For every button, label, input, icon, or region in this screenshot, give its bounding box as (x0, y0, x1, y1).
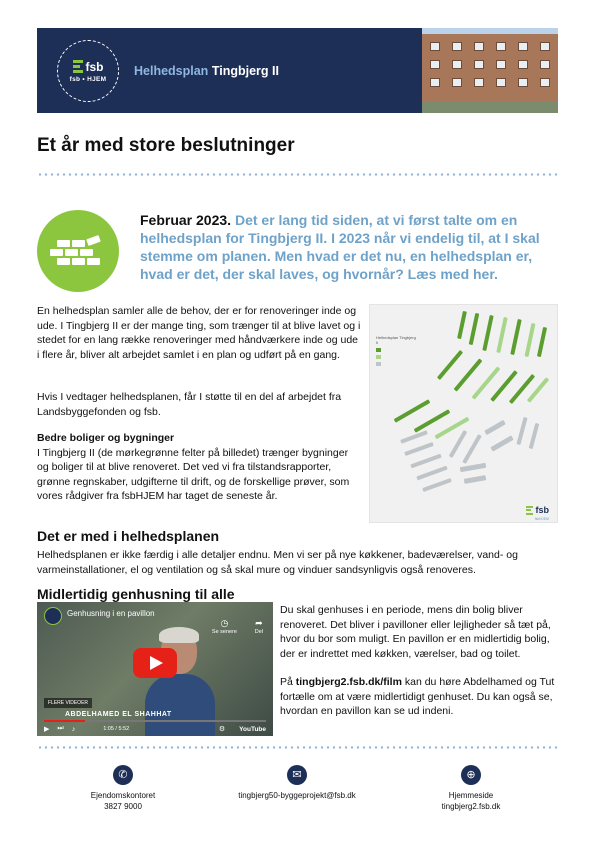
contact-office-label: Ejendomskontoret (90, 791, 156, 800)
dotted-divider-bottom (37, 746, 558, 749)
film-link[interactable]: tingbjerg2.fsb.dk/film (295, 676, 402, 688)
map-legend-title: Helhedsplan Tingbjerg II (376, 335, 416, 345)
ground-strip (422, 101, 558, 113)
video-time: 1:05 / 5:52 (103, 726, 130, 732)
sub-heading: Bedre boliger og bygninger (37, 432, 175, 444)
body-paragraph-2: Hvis I vedtager helhedsplanen, får I støtte til en del af arbejdet fra Landsbyggefonden og fsb. (37, 391, 342, 418)
header-title-part2: Tingbjerg II (211, 64, 279, 78)
intro-lead: Februar 2023. (140, 212, 232, 228)
share-button[interactable]: ➦ Del (254, 618, 263, 635)
next-icon[interactable]: ⏭ (57, 725, 64, 732)
video-player[interactable] (37, 602, 273, 736)
rehousing-paragraph-1: Du skal genhuses i en periode, mens din bolig bliver renoveret. Det bliver i pavilloner eller lejligheder så tæt på, hvor du bor som muligt. En pavillon er en midlertidig bolig, der er indrettet med køkken, værelser, bad og toilet. (280, 604, 551, 660)
intro-paragraph (140, 211, 560, 283)
contact-office (43, 765, 203, 812)
site-map (369, 304, 558, 523)
channel-avatar[interactable] (44, 607, 62, 625)
watch-later-button[interactable]: ◷ Se senere (211, 618, 237, 635)
section-heading-rehousing: Midlertidig genhusning til alle (37, 586, 235, 602)
map-logo-text: fsb (535, 505, 549, 515)
map-logo-bars-icon (526, 506, 533, 515)
contact-website-url[interactable]: tingbjerg2.fsb.dk (441, 801, 501, 811)
building-photo (422, 28, 558, 113)
fsb-logo (57, 40, 119, 102)
play-button[interactable] (133, 648, 177, 678)
video-progress-fill (44, 720, 85, 722)
contact-website-label: Hjemmeside (448, 791, 494, 800)
globe-icon: ⊕ (461, 765, 481, 785)
building-facade (422, 34, 558, 106)
video-controls (44, 724, 266, 734)
phone-icon: ✆ (113, 765, 133, 785)
bricks-icon (37, 210, 119, 292)
map-legend (376, 335, 418, 369)
header-title (134, 64, 279, 78)
rehousing-paragraph-2: På tingbjerg2.fsb.dk/film kan du høre Abdelhamed og Tut fortælle om at være midlertidigt genhuset. Du kan også se, hvordan en pavillon kan se ud indeni. (280, 676, 555, 717)
video-progress-bar[interactable] (44, 720, 266, 722)
video-title[interactable]: Genhusning i en pavillon (67, 609, 155, 618)
share-icon: ➦ (255, 618, 263, 628)
youtube-logo[interactable]: YouTube (239, 725, 266, 733)
body-subsection (37, 431, 362, 504)
body-paragraph-1: En helhedsplan samler alle de behov, der er for renoveringer inde og ude. I Tingbjerg II er der mange ting, som trænger til at blive lavet og i stedet for en lang række renoveringer med håndværkere inde og ude i flere år, bliver alt arbejdet samlet i en plan og udført på en gang. (37, 305, 361, 361)
map-legend-row (376, 355, 418, 359)
header-title-part1: Helhedsplan (134, 64, 209, 78)
section-heading-plan: Det er med i helhedsplanen (37, 528, 220, 544)
volume-icon[interactable]: ♪ (71, 725, 76, 733)
play-icon[interactable]: ▶ (44, 726, 50, 733)
map-fsb-logo (526, 505, 550, 521)
contact-office-phone[interactable]: 3827 9000 (104, 801, 142, 811)
more-videos-button[interactable]: FLERE VIDEOER (44, 698, 92, 708)
rehousing-text (280, 603, 560, 719)
dotted-divider (37, 173, 558, 176)
map-logo-subtext: fsbHJEM (534, 517, 549, 521)
map-legend-row (376, 348, 418, 352)
video-caption: ABDELHAMED EL SHAHHAT (65, 711, 172, 718)
section-plan-text: Helhedsplanen er ikke færdig i alle detaljer endnu. Men vi ser på nye køkkener, badeværelser, vand- og varmeinstallationer, el og ventilation og så skal mure og vinduer sandsynligvis også renoveres. (37, 549, 518, 576)
map-legend-row (376, 362, 418, 366)
contact-email-address[interactable]: tingbjerg50-byggeprojekt@fsb.dk (238, 791, 356, 800)
body-paragraph-3: I Tingbjerg II (de mørkegrønne felter på billedet) trænger bygninger og boliger til at blive renoveret. Det ved vi fra tilstandsrapporter, grønne regnskaber, udgifterne til drift, og de forskellige prøver, som vores rådgiver fra fsbHJEM har taget de seneste år. (37, 446, 350, 502)
logo-subtext: fsb • HJEM (69, 75, 107, 83)
clock-icon: ◷ (220, 618, 229, 628)
page-title: Et år med store beslutninger (37, 135, 295, 156)
logo-bars-icon (73, 60, 83, 73)
header-banner (37, 28, 558, 113)
contact-footer (37, 765, 558, 825)
mail-icon: ✉ (287, 765, 307, 785)
settings-icon[interactable]: ⚙ (218, 726, 226, 733)
logo-text: fsb (85, 59, 104, 74)
intro-text: Det er lang tid siden, at vi først talte om en helhedsplan for Tingbjerg II. I 2023 når vi endelig til, at I skal stemme om planen. Men hvad er det nu, en helhedsplan er, hvad er det, der skal laves, og hvornår? Læs med her. (140, 212, 540, 282)
contact-website (391, 765, 551, 812)
contact-email (217, 765, 377, 802)
